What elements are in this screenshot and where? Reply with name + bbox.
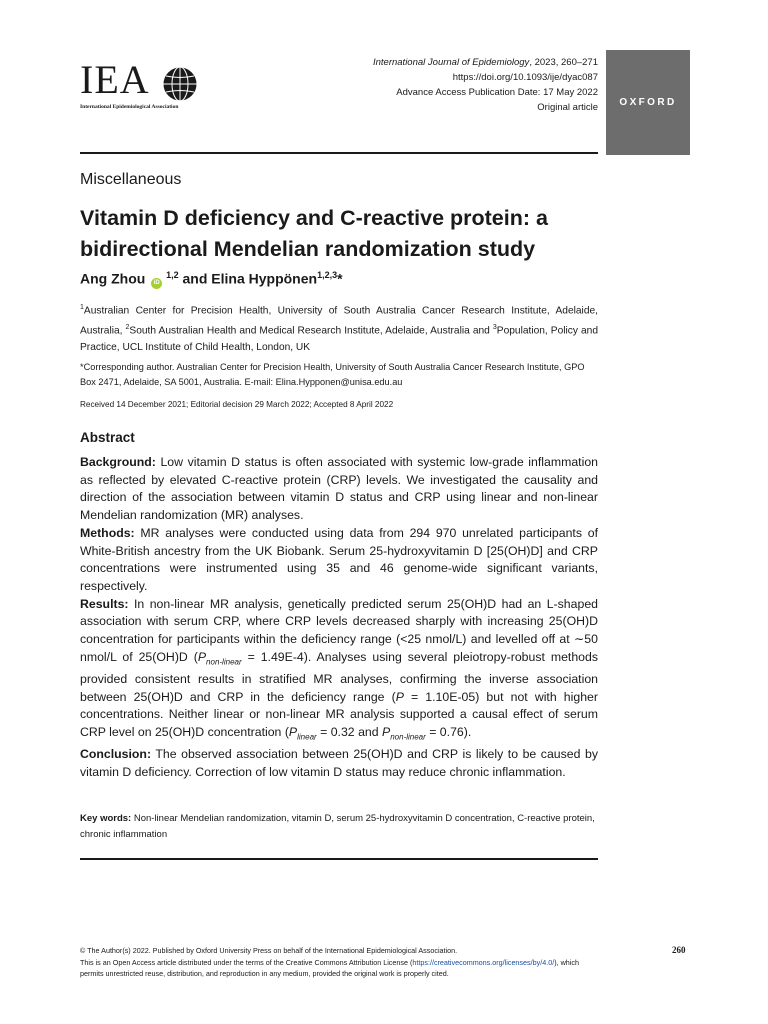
author-list [80, 270, 343, 289]
p-symbol: P [288, 725, 298, 739]
license-text: This is an Open Access article distributed under the terms of the Creative Commons Attribution License ( [80, 957, 413, 967]
background-label: Background: [80, 455, 156, 469]
footer-license [80, 945, 600, 980]
article-title [80, 203, 620, 265]
affiliations [80, 300, 598, 356]
keywords-text: Non-linear Mendelian randomization, vitamin D, serum 25-hydroxyvitamin D concentration, C-reactive protein, chronic inflammation [80, 813, 595, 840]
results-text: = 1.49E-4). Analyses using several pleiotropy-robust methods provided consistent results in stratified MR analyses, confirming the inverse association between 25(OH)D and CRP in the deficiency range ( [80, 649, 599, 704]
affiliation-text: Population, Policy and Practice, UCL Institute of Child Health, London, UK [80, 325, 599, 353]
doi-link[interactable]: https://doi.org/10.1093/ije/dyac087 [452, 72, 598, 83]
abstract-background [80, 454, 598, 525]
oxford-logo [606, 50, 690, 155]
author-name[interactable]: Ang Zhou [80, 270, 146, 287]
p-symbol: P [382, 725, 391, 739]
author-name[interactable]: Elina Hyppönen [211, 270, 318, 287]
author-affiliation-sup: 1,2,3 [317, 270, 338, 280]
affiliation-text: South Australian Health and Medical Research Institute, Adelaide, Australia and [129, 325, 493, 337]
article-category: Miscellaneous [80, 171, 182, 188]
corresponding-author: *Corresponding author. Australian Center for Precision Health, University of South Australia Cancer Research Institute, GPO Box 2471, Adelaide, SA 5001, Australia. E-mail: Elina.Hypponen@unisa.edu.au [80, 362, 585, 387]
p-subscript: non-linear [390, 732, 426, 742]
globe-icon [160, 64, 200, 104]
methods-label: Methods: [80, 525, 135, 540]
title-line-2: bidirectional Mendelian randomization study [80, 237, 536, 261]
logo-letters: IEA [80, 57, 150, 102]
abstract-conclusion [80, 746, 598, 781]
conclusion-label: Conclusion: [80, 747, 152, 762]
page-number: 260 [672, 945, 686, 955]
p-subscript: linear [297, 732, 317, 742]
journal-name: International Journal of Epidemiology [372, 57, 530, 68]
publisher-name: OXFORD [619, 97, 677, 108]
logo-caption: International Epidemiological Association [80, 104, 179, 110]
p-symbol: P [197, 649, 207, 664]
orcid-icon[interactable]: iD [151, 278, 162, 289]
affiliation-text: Australian Center for Precision Health, University of South Australia Cancer Research Institute, Adelaide, Australia, [80, 305, 598, 337]
results-text: = 1.10E-05) but not with higher concentrations. Neither linear or non-linear MR analysis supported a causal effect of serum CRP level on 25(OH)D concentration ( [80, 689, 598, 739]
results-label: Results: [80, 596, 129, 611]
article-type: Original article [537, 102, 598, 113]
header-rule [80, 152, 598, 154]
author-affiliation-sup: 1,2 [166, 270, 179, 280]
conclusion-text: The observed association between 25(OH)D and CRP is likely to be caused by vitamin D deficiency. Correction of low vitamin D status may reduce chronic inflammation. [80, 747, 598, 779]
journal-volume-pages: , 2023, 260–271 [529, 57, 598, 68]
abstract-heading: Abstract [80, 430, 135, 445]
title-line-1: Vitamin D deficiency and C-reactive protein: a [80, 206, 548, 230]
results-text: = 0.32 and [316, 725, 383, 739]
keywords-label: Key words: [80, 813, 132, 824]
copyright-line: © The Author(s) 2022. Published by Oxford University Press on behalf of the International Epidemiological Association. [80, 946, 458, 955]
license-link[interactable]: https://creativecommons.org/licenses/by/4.0/ [412, 957, 555, 967]
author-connector: and [178, 270, 212, 287]
background-text: Low vitamin D status is often associated with systemic low-grade inflammation as reflected by elevated C-reactive protein (CRP) levels. We investigated the causality and direction of the association between vitamin D status and CRP using linear and non-linear Mendelian randomization (MR) analyses. [80, 455, 598, 523]
affiliation-number: 3 [492, 323, 497, 331]
p-symbol: P [395, 689, 404, 704]
journal-meta [373, 55, 598, 115]
advance-access-date: Advance Access Publication Date: 17 May 2022 [396, 87, 598, 98]
license-line [80, 957, 600, 980]
methods-text: MR analyses were conducted using data from 294 970 unrelated participants of White-British ancestry from the UK Biobank. Serum 25-hydroxyvitamin D [25(OH)D] and CRP concentrations were instrumented using 35 and 46 genome-wide significant variants, respectively. [80, 525, 598, 593]
iea-logo [80, 57, 210, 120]
p-subscript: non-linear [206, 657, 242, 667]
keywords [80, 811, 598, 843]
results-text: = 0.76). [425, 725, 472, 739]
abstract-rule [80, 858, 598, 860]
affiliation-number: 2 [125, 323, 130, 331]
abstract-results [80, 596, 598, 747]
affiliation-number: 1 [80, 304, 84, 311]
license-text: ), which permits unrestricted reuse, distribution, and reproduction in any medium, provided the original work is properly cited. [80, 957, 579, 978]
corresponding-mark: * [337, 270, 343, 287]
abstract-body [80, 454, 598, 782]
received-dates: Received 14 December 2021; Editorial decision 29 March 2022; Accepted 8 April 2022 [80, 400, 394, 409]
abstract-methods [80, 525, 598, 596]
journal-citation [373, 55, 598, 70]
results-text: In non-linear MR analysis, genetically predicted serum 25(OH)D had an L-shaped association with serum CRP, where CRP levels decreased sharply with increasing 25(OH)D concentration for participants within the deficiency range (<25 nmol/L) and levelled off at ∼50 nmol/L of 25(OH)D ( [80, 596, 598, 664]
